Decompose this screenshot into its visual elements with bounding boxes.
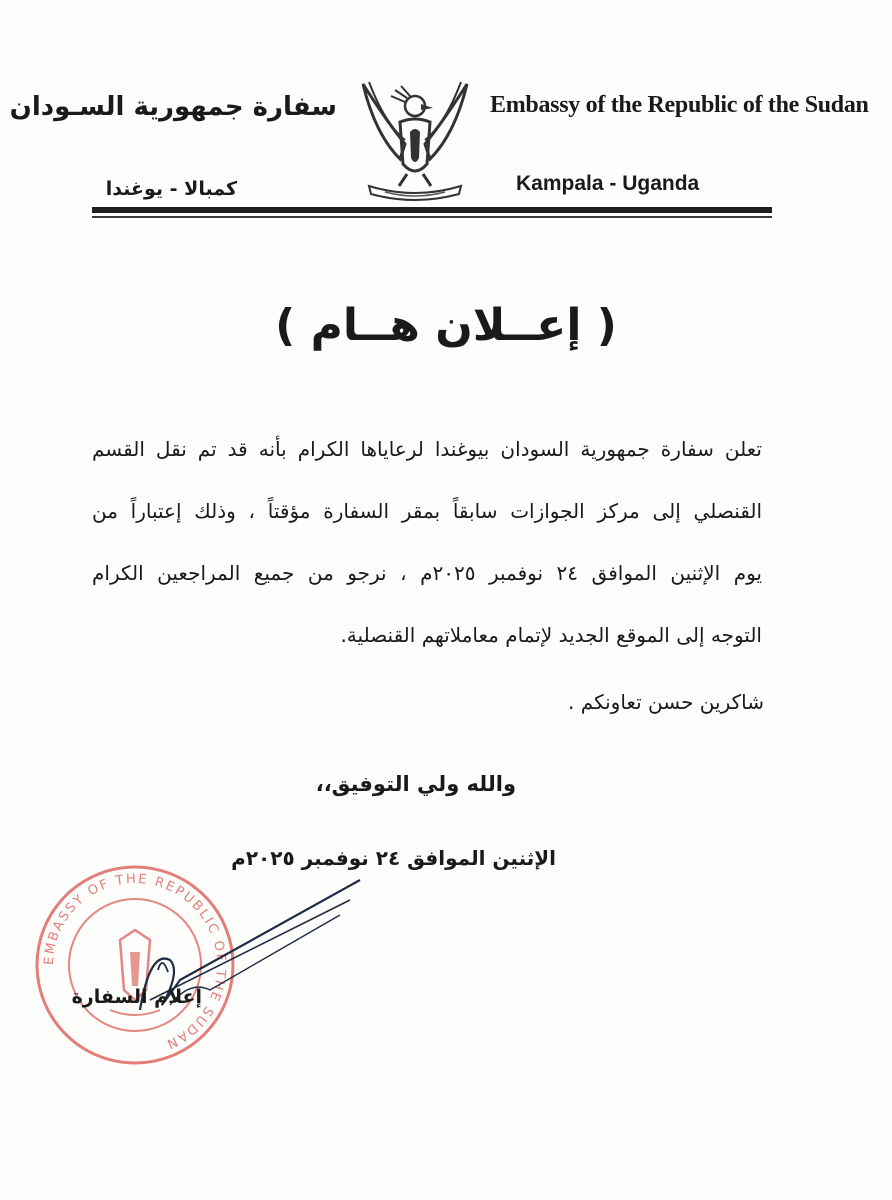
header-arabic-city: كمبالا - يوغندا xyxy=(105,178,237,200)
body-line: التوجه إلى الموقع الجديد لإتمام معاملاتهم القنصلية. xyxy=(340,623,762,647)
header-arabic-name: سفارة جمهورية السـودان xyxy=(9,92,337,122)
closing-line: والله ولي التوفيق،، xyxy=(315,772,516,796)
announcement-body xyxy=(92,418,762,666)
body-line: يوم الإثنين الموافق ٢٤ نوفمبر ٢٠٢٥م ، نرجو من جميع المراجعين الكرام xyxy=(92,561,762,585)
header-divider-thin xyxy=(92,216,772,218)
announcement-title: ( إعــلان هــام ) xyxy=(275,300,617,351)
svg-text:EMBASSY OF THE REPUBLIC OF THE: EMBASSY OF THE REPUBLIC OF THE SUDAN xyxy=(41,871,229,1052)
header-english-name: Embassy of the Republic of the Sudan xyxy=(490,92,869,118)
body-line: تعلن سفارة جمهورية السودان بيوغندا لرعاياها الكرام بأنه قد تم نقل القسم xyxy=(92,437,762,461)
sudan-secretary-bird-emblem-icon xyxy=(355,74,475,204)
header-divider-thick xyxy=(92,207,772,213)
date-line: الإثنين الموافق ٢٤ نوفمبر ٢٠٢٥م xyxy=(231,846,556,870)
thanks-line: شاكرين حسن تعاونكم . xyxy=(568,690,764,714)
header-english-city: Kampala - Uganda xyxy=(516,172,700,195)
signoff-label: إعلام السفارة xyxy=(71,986,202,1008)
body-line: القنصلي إلى مركز الجوازات سابقاً بمقر السفارة مؤقتاً ، وذلك إعتباراً من xyxy=(92,499,762,523)
